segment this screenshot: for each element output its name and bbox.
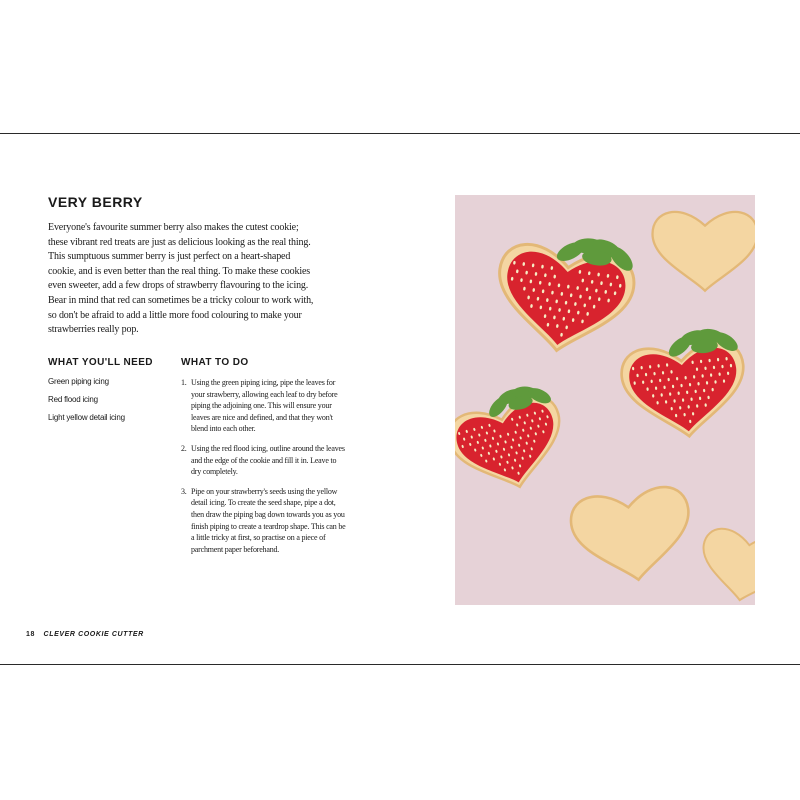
method-step xyxy=(181,377,346,435)
strawberry-cookies-photo xyxy=(455,195,755,605)
top-rule xyxy=(0,133,800,134)
method-steps xyxy=(181,377,346,563)
ingredient-list xyxy=(48,377,125,431)
page-footer xyxy=(26,631,144,638)
ingredient-item: Light yellow detail icing xyxy=(48,413,125,422)
photo-illustration xyxy=(455,195,755,605)
recipe-intro: Everyone's favourite summer berry also makes the cutest cookie; these vibrant red treats are just as delicious looking as the real thing. This sumptuous summer berry is just perfect on a heart-shaped cookie, and is even better than the real thing. To make these cookies even sweeter, add a few drops of strawberry flavouring to the icing. Bear in mind that red can sometimes be a tricky colour to work with, so don't be afraid to add a little more food colouring to make your strawberries really pop. xyxy=(48,222,314,336)
what-you-need-heading: WHAT YOU'LL NEED xyxy=(48,357,153,368)
step-number: 2. xyxy=(181,443,187,453)
step-number: 1. xyxy=(181,378,187,387)
step-text: Using the green piping icing, pipe the leaves for your strawberry, allowing each leaf to dry before piping the adjoining one. This will ensure your leaves are nice and defined, and that they won't blend into each other. xyxy=(191,378,338,434)
ingredient-item: Red flood icing xyxy=(48,395,98,404)
step-text: Pipe on your strawberry's seeds using the yellow detail icing. To create the seed shape, pipe a dot, then draw the piping bag down towards you as you finish piping to create a teardrop shape. This can be a little tricky at first, so practise on a piece of parchment paper beforehand. xyxy=(191,486,346,554)
what-to-do-heading: WHAT TO DO xyxy=(181,357,249,368)
step-number: 3. xyxy=(181,486,187,496)
bottom-rule xyxy=(0,664,800,665)
recipe-title: VERY BERRY xyxy=(48,194,143,210)
page-number: 18 xyxy=(26,631,35,638)
method-step xyxy=(181,486,346,556)
method-step xyxy=(181,443,346,478)
step-text: Using the red flood icing, outline around the leaves and the edge of the cookie and fill it in. Leave to dry completely. xyxy=(191,443,345,477)
ingredient-item: Green piping icing xyxy=(48,377,109,386)
running-title: CLEVER COOKIE CUTTER xyxy=(43,631,144,638)
